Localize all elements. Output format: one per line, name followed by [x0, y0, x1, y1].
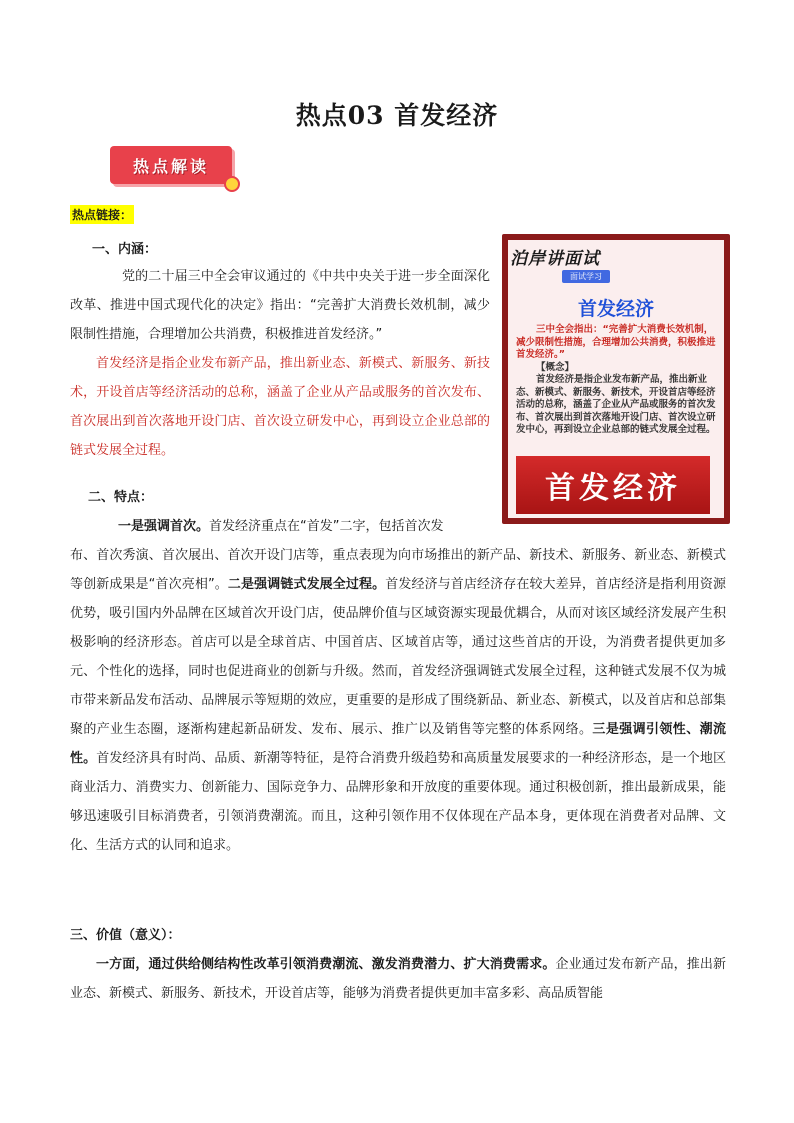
card-banner: 首发经济: [516, 456, 710, 514]
hotspot-badge: [110, 146, 232, 184]
features-text-top: [70, 512, 490, 541]
card-brand: 泊岸讲面试: [510, 249, 600, 269]
feature-1-start: 一是强调首次。首发经济重点在“首发”二字，包括首次发: [118, 519, 444, 534]
card-tag: 面试学习: [562, 270, 610, 283]
card-title: 首发经济: [577, 298, 654, 320]
card-line-2: 首发经济是指企业发布新产品，推出新业态、新模式、新服务、新技术，开设首店等经济活动的总称，涵盖了企业从产品或服务的首次发布、首次展出到首次落地开设门店、首次设立研发中心，再到设立企业总部的链式发展全过程。: [516, 374, 716, 435]
features-text: [70, 541, 726, 860]
badge-label: 热点解读: [132, 156, 209, 176]
value-text: [70, 950, 726, 1008]
hotspot-link-label: 热点链接：: [70, 205, 134, 224]
features-paragraph: 布、首次秀演、首次展出、首次开设门店等，重点表现为向市场推出的新产品、新技术、新服务、新业态、新模式等创新成果是“首次亮相”。二是强调链式发展全过程。首发经济与首店经济存在较大差异，首店经济是指利用资源优势，吸引国内外品牌在区域首次开设门店，使品牌价值与区域资源实现最优耦合，从而对该区域经济发展产生积极影响的经济形态。首店可以是全球首店、中国首店、区域首店等，通过这些首店的开设，为消费者提供更加多元、个性化的选择，同时也促进商业的创新与升级。然而，首发经济强调链式发展全过程，这种链式发展不仅为城市带来新品发布活动、品牌展示等短期的效应，更重要的是形成了围绕新品、新业态、新模式，以及首店和总部集聚的产业生态圈，逐渐构建起新品研发、发布、展示、推广以及销售等完整的体系网络。三是强调引领性、潮流性。首发经济具有时尚、品质、新潮等特征，是符合消费升级趋势和高质量发展要求的一种经济形态，是一个地区商业活力、消费实力、创新能力、国际竞争力、品牌形象和开放度的重要体现。通过积极创新，推出最新成果，能够迅速吸引目标消费者，引领消费潮流。而且，这种引领作用不仅体现在产品本身，更体现在消费者对品牌、文化、生活方式的认同和追求。: [70, 548, 726, 853]
card-body: [516, 324, 718, 437]
paragraph-definition: 首发经济是指企业发布新产品，推出新业态、新模式、新服务、新技术，开设首店等经济活动的总称，涵盖了企业从产品或服务的首次发布、首次展出到首次落地开设门店、首次设立研发中心，再到设立企业总部的链式发展全过程。: [70, 356, 490, 458]
section-heading-connotation: 一、内涵：: [92, 242, 158, 257]
section-heading-features: 二、特点：: [88, 490, 154, 505]
card-concept: 【概念】: [536, 361, 575, 373]
section-heading-value: 三、价值（意义）：: [70, 928, 181, 943]
paragraph-decision: 党的二十届三中全会审议通过的《中共中央关于进一步全面深化改革、推进中国式现代化的决定》指出：“完善扩大消费长效机制，减少限制性措施，合理增加公共消费，积极推进首发经济。”: [70, 269, 490, 342]
badge-circle-icon: [224, 176, 240, 192]
illustration-card: [502, 234, 730, 524]
connotation-text: [70, 262, 490, 465]
page-title: 热点03 首发经济: [295, 101, 499, 130]
illustration-card-inner: [508, 240, 724, 518]
card-line-1: 三中全会指出：“完善扩大消费长效机制，减少限制性措施，合理增加公共消费，积极推进首发经济。”: [516, 324, 716, 360]
value-paragraph: 一方面，通过供给侧结构性改革引领消费潮流、激发消费潜力、扩大消费需求。企业通过发布新产品，推出新业态、新模式、新服务、新技术，开设首店等，能够为消费者提供更加丰富多彩、高品质智能: [70, 957, 726, 1001]
